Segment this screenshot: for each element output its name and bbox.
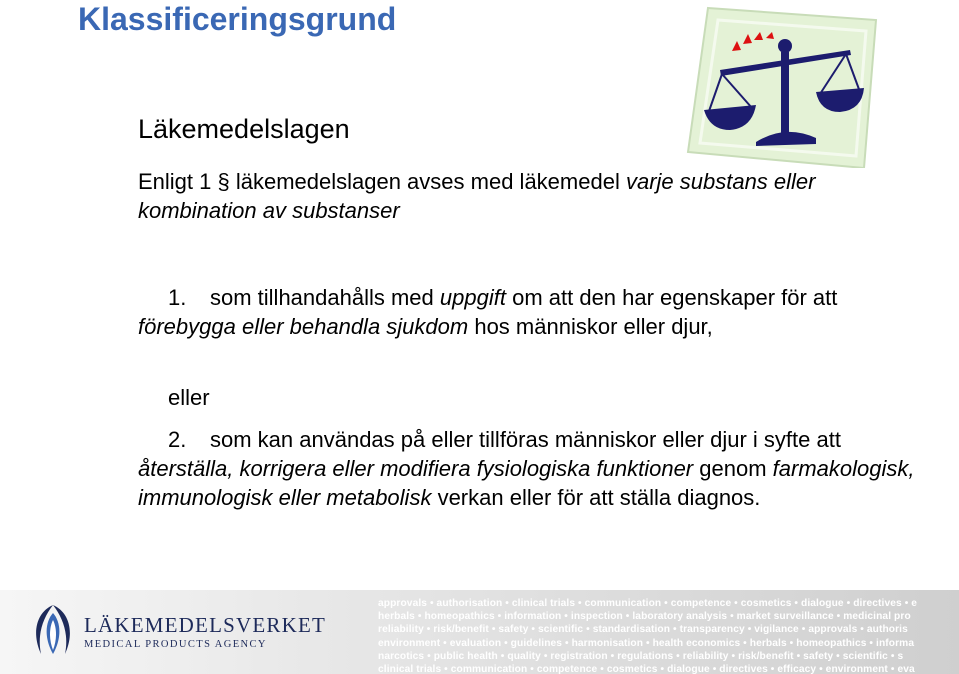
item-1-number: 1. — [168, 285, 187, 310]
intro-text: Enligt 1 § läkemedelslagen avses med läkemedel — [138, 169, 626, 194]
keyword-line: reliability • risk/benefit • safety • scientific • standardisation • transparency • vigilance • approvals • authoris — [378, 624, 908, 636]
agency-subtitle: MEDICAL PRODUCTS AGENCY — [84, 639, 267, 650]
slide-title: Klassificeringsgrund — [78, 1, 397, 37]
agency-logo-icon — [30, 604, 76, 656]
keyword-strip — [378, 597, 959, 674]
keyword-line: environment • evaluation • guidelines • harmonisation • health economics • herbals • homeopathics • informa — [378, 637, 915, 649]
item-1-italic-text: förebygga eller behandla sjukdom — [138, 314, 469, 339]
item-2-text: genom — [693, 456, 773, 481]
item-1-italic-text: uppgift — [439, 285, 506, 310]
item-1-text: om att den har egenskaper för att — [505, 285, 838, 310]
definition-item-1 — [138, 283, 928, 341]
agency-name: LÄKEMEDELSVERKET — [84, 613, 327, 637]
section-heading: Läkemedelslagen — [138, 114, 350, 144]
keyword-line: approvals • authorisation • clinical trials • communication • competence • cosmetics • dialogue • directives • e — [378, 598, 918, 609]
footer-banner — [0, 590, 959, 674]
item-1-text: som tillhandahålls med — [210, 285, 440, 310]
item-2-italic-text: farmakologisk, immunologisk eller metabolisk — [138, 456, 915, 510]
item-2-number: 2. — [168, 427, 187, 452]
intro-italic-text: varje substans eller kombination av substanser — [138, 169, 816, 223]
or-connector: eller — [168, 385, 210, 410]
definition-intro — [138, 167, 928, 225]
item-2-text: som kan användas på eller tillföras människor eller djur i syfte att — [210, 427, 841, 452]
keyword-line: narcotics • public health • quality • registration • regulations • reliability • risk/benefit • safety • scientific • s — [378, 650, 904, 662]
scales-of-justice-icon — [686, 6, 878, 168]
definition-item-2 — [138, 425, 928, 512]
keyword-line: clinical trials • communication • competence • cosmetics • dialogue • directives • efficacy • environment • eva — [378, 664, 915, 674]
item-2-italic-text: återställa, korrigera eller modifiera fysiologiska funktioner — [138, 456, 694, 481]
item-2-text: verkan eller för att ställa diagnos. — [431, 485, 761, 510]
keyword-line: herbals • homeopathics • information • inspection • laboratory analysis • market surveillance • medicinal pro — [378, 611, 911, 623]
item-1-text: hos människor eller djur, — [468, 314, 713, 339]
